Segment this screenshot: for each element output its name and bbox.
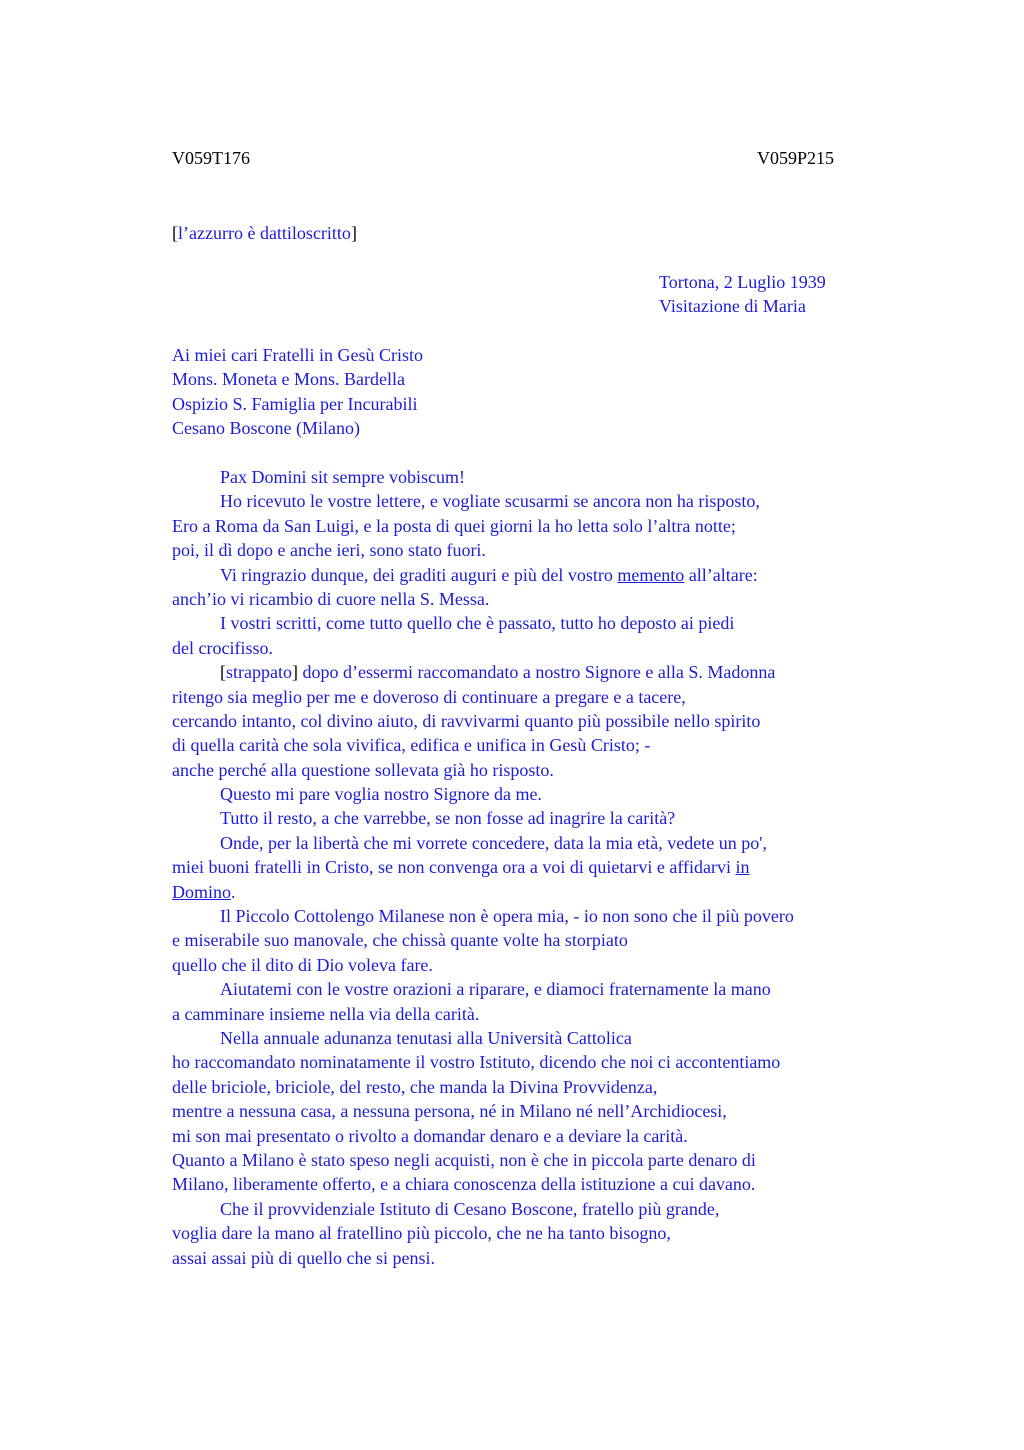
body-line: cercando intanto, col divino aiuto, di ravvivarmi quanto più possibile nello spirito <box>172 710 761 731</box>
underlined-word-in: in <box>735 857 750 878</box>
body-line: ho raccomandato nominatamente il vostro Istituto, dicendo che noi ci accontentiamo <box>172 1052 781 1073</box>
body-line: mentre a nessuna casa, a nessuna persona, né in Milano né nell’Archidiocesi, <box>172 1101 727 1122</box>
note-open-bracket: [ <box>172 223 178 243</box>
body-line: Pax Domini sit sempre vobiscum! <box>220 467 465 487</box>
editorial-note <box>172 221 357 245</box>
body-line: poi, il dì dopo e anche ieri, sono stato fuori. <box>172 540 486 561</box>
annotation-close-bracket: ] <box>291 662 298 683</box>
underlined-word-memento: memento <box>617 564 685 585</box>
recipient-address <box>172 343 423 441</box>
body-line: Ho ricevuto le vostre lettere, e vogliate scusarmi se ancora non ha risposto, <box>220 491 760 512</box>
note-close-bracket: ] <box>350 223 357 243</box>
body-text: all’altare: <box>684 564 758 585</box>
body-line: e miserabile suo manovale, che chissà quante volte ha storpiato <box>172 930 628 951</box>
body-line: Il Piccolo Cottolengo Milanese non è opera mia, - io non sono che il più povero <box>220 906 794 927</box>
body-line: Ero a Roma da San Luigi, e la posta di quei giorni la ho letta solo l’altra notte; <box>172 515 736 536</box>
body-text: miei buoni fratelli in Cristo, se non convenga ora a voi di quietarvi e affidarvi <box>172 857 736 878</box>
date-line: Tortona, 2 Luglio 1939 <box>659 272 826 292</box>
annotation-open-bracket: [ <box>220 662 226 683</box>
address-line-3: Ospizio S. Famiglia per Incurabili <box>172 393 418 414</box>
body-line: Onde, per la libertà che mi vorrete concedere, data la mia età, vedete un po', <box>220 832 767 853</box>
feast-line: Visitazione di Maria <box>659 296 806 317</box>
body-text: . <box>231 881 236 902</box>
body-line: Milano, liberamente offerto, e a chiara conoscenza della istituzione a cui davano. <box>172 1174 756 1195</box>
body-line: Nella annuale adunanza tenutasi alla Università Cattolica <box>220 1027 632 1048</box>
body-line: Aiutatemi con le vostre orazioni a riparare, e diamoci fraternamente la mano <box>220 979 771 1000</box>
body-text: Vi ringrazio dunque, dei graditi auguri e più del vostro <box>220 564 618 585</box>
address-line-2: Mons. Moneta e Mons. Bardella <box>172 369 405 390</box>
body-line: delle briciole, briciole, del resto, che manda la Divina Provvidenza, <box>172 1076 658 1097</box>
document-code-left: V059T176 <box>172 148 250 168</box>
body-line: Che il provvidenziale Istituto di Cesano Boscone, fratello più grande, <box>220 1198 720 1219</box>
body-line: mi son mai presentato o rivolto a domandar denaro e a deviare la carità. <box>172 1125 688 1146</box>
body-line: I vostri scritti, come tutto quello che è passato, tutto ho deposto ai piedi <box>220 613 735 634</box>
body-line: quello che il dito di Dio voleva fare. <box>172 954 433 975</box>
address-line-1: Ai miei cari Fratelli in Gesù Cristo <box>172 345 423 365</box>
note-text: l’azzurro è dattiloscritto <box>178 223 351 243</box>
body-line: Questo mi pare voglia nostro Signore da me. <box>220 784 542 805</box>
body-line: a camminare insieme nella via della carità. <box>172 1003 480 1024</box>
body-line: anche perché alla questione sollevata già ho risposto. <box>172 759 554 780</box>
document-code-right: V059P215 <box>757 148 835 168</box>
underlined-word-domino: Domino <box>172 881 232 902</box>
body-line <box>172 880 794 904</box>
body-line: di quella carità che sola vivifica, edifica e unifica in Gesù Cristo; - <box>172 735 651 756</box>
date-block <box>659 270 826 319</box>
body-line: del crocifisso. <box>172 637 273 658</box>
address-line-4: Cesano Boscone (Milano) <box>172 418 360 439</box>
body-line <box>172 660 794 684</box>
body-line <box>172 563 794 587</box>
body-line: assai assai più di quello che si pensi. <box>172 1247 435 1268</box>
letter-body <box>172 465 794 1270</box>
body-line <box>172 855 794 879</box>
annotation-strappato: strappato <box>226 662 292 683</box>
body-line: anch’io vi ricambio di cuore nella S. Messa. <box>172 588 490 609</box>
body-line: Quanto a Milano è stato speso negli acquisti, non è che in piccola parte denaro di <box>172 1149 756 1170</box>
body-line: ritengo sia meglio per me e doveroso di continuare a pregare e a tacere, <box>172 686 686 707</box>
body-text: dopo d’essermi raccomandato a nostro Signore e alla S. Madonna <box>297 662 776 683</box>
body-line: voglia dare la mano al fratellino più piccolo, che ne ha tanto bisogno, <box>172 1223 671 1244</box>
body-line: Tutto il resto, a che varrebbe, se non fosse ad inagrire la carità? <box>220 808 676 829</box>
